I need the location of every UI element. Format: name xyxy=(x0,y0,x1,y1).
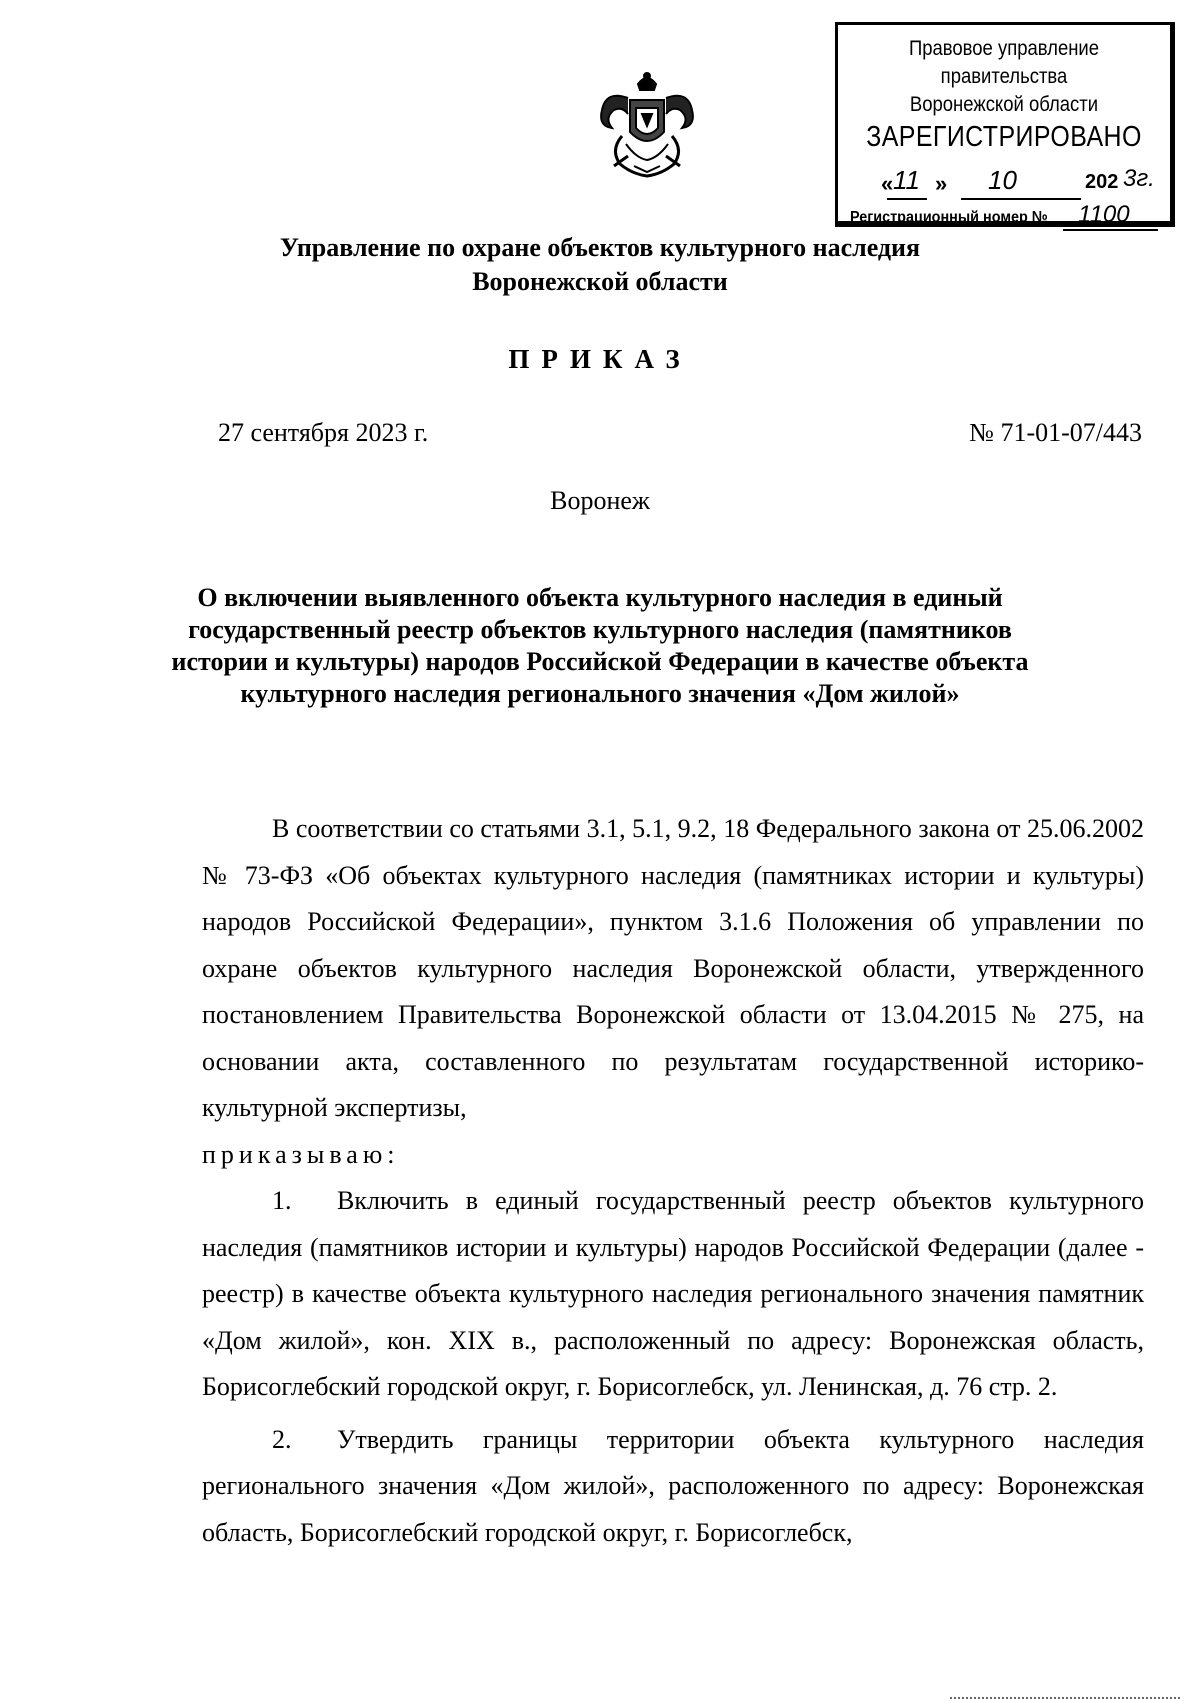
order-item-2 xyxy=(202,1417,1144,1557)
order-item-1 xyxy=(202,1178,1144,1411)
coat-of-arms-emblem xyxy=(592,70,702,182)
order-word: приказываю: xyxy=(202,1139,400,1169)
item-text: Утвердить границы территории объекта культурного наследия регионального значения «Дом жилой», расположенного по адресу: Воронежская область, Борисоглебский городской округ, г. Борисоглебск, xyxy=(202,1424,1144,1547)
document-date: 27 сентября 2023 г. xyxy=(218,418,429,447)
coat-of-arms-icon xyxy=(592,70,702,182)
stamp-month: 10 xyxy=(988,165,1017,195)
item-text: Включить в единый государственный реестр объектов культурного наследия (памятников истории и культуры) народов Российской Федерации (далее - реестр) в качестве объекта культурного наследия регионального значения памятник «Дом жилой», кон. XIX в., расположенный по адресу: Воронежская область, Борисоглебский городской округ, г. Борисоглебск, ул. Ленинская, д. 76 стр. 2. xyxy=(202,1186,1144,1401)
scan-edge-artifact xyxy=(950,1697,1180,1699)
stamp-year-suffix: 3г. xyxy=(1123,165,1155,192)
stamp-reg-number-label: Регистрационный номер № xyxy=(850,209,1048,226)
stamp-month-underline xyxy=(961,198,1081,200)
document-city: Воронеж xyxy=(550,486,650,515)
stamp-reg-number: 1100 xyxy=(1078,201,1130,228)
stamp-registered-label: ЗАРЕГИСТРИРОВАНО xyxy=(866,121,1142,153)
stamp-quote-open: « xyxy=(881,171,894,196)
registration-stamp xyxy=(835,22,1175,227)
issuing-organization-line-1: Управление по охране объектов культурного наследия xyxy=(279,233,921,262)
preamble-paragraph: В соответствии со статьями 3.1, 5.1, 9.2, 18 Федерального закона от 25.06.2002 № 73-ФЗ «Об объектах культурного наследия (памятниках истории и культуры) народов Российской Федерации», пунктом 3.1.6 Положения об управлении по охране объектов культурного наследия Воронежской области, утвержденного постановлением Правительства Воронежской области от 13.04.2015 № 275, на основании акта, составленного по результатам государственной историко-культурной экспертизы, xyxy=(202,814,1144,1122)
document-number: № 71-01-07/443 xyxy=(969,418,1142,447)
item-number: 2. xyxy=(272,1424,292,1454)
item-number: 1. xyxy=(272,1186,292,1215)
stamp-day: 11 xyxy=(893,165,920,195)
document-subject: О включении выявленного объекта культурного наследия в единый государственный реестр объектов культурного наследия (памятников истории и культуры) народов Российской Федерации в качестве объекта культурного наследия регионального значения «Дом жилой» xyxy=(171,583,1029,708)
stamp-day-underline xyxy=(887,198,927,200)
document-type-title: ПРИКАЗ xyxy=(508,344,692,374)
stamp-org-line-1: Правовое управление правительства xyxy=(908,37,1100,88)
document-body xyxy=(202,806,1144,1556)
stamp-quote-close: » xyxy=(935,171,948,196)
stamp-date xyxy=(873,167,1163,201)
stamp-org-line-2: Воронежской области xyxy=(909,93,1099,116)
stamp-organization xyxy=(858,35,1150,119)
stamp-year-prefix: 202 xyxy=(1085,171,1119,193)
issuing-organization-line-2: Воронежской области xyxy=(472,267,728,296)
